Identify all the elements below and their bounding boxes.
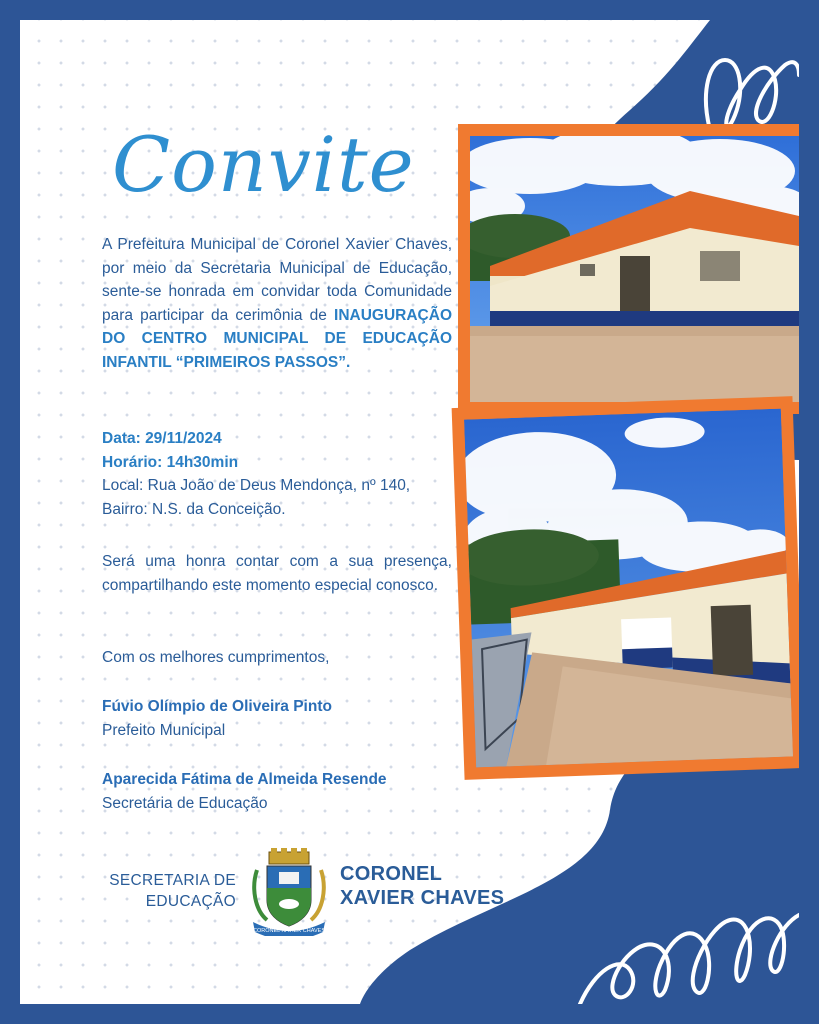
honor-paragraph: Será uma honra contar com a sua presença, compartilhando este momento especial conosco.: [102, 553, 452, 594]
coronel-xavier-chaves-logo-text: [340, 862, 504, 910]
school-building-photo-1: [470, 136, 799, 402]
event-date: Data: 29/11/2024: [102, 430, 222, 447]
intro-text: A Prefeitura Municipal de Coronel Xavier Chaves, por meio da Secretaria Municipal de Educação, sente-se honrada em convidar toda Comunidade para participar da cerimônia de: [102, 236, 452, 324]
invitation-card: [20, 20, 799, 1004]
signatory-secretary: [102, 768, 452, 815]
coat-of-arms-icon: [245, 848, 333, 936]
signatory-role: Prefeito Municipal: [102, 721, 226, 739]
event-location: Local: Rua João de Deus Mendonça, nº 140, Bairro: N.S. da Conceição.: [102, 477, 411, 518]
city-line-2: XAVIER CHAVES: [340, 887, 505, 909]
school-photo-top: [458, 124, 799, 414]
event-time: Horário: 14h30min: [102, 453, 239, 471]
school-photo-bottom: [452, 396, 799, 780]
city-line-1: CORONEL: [340, 863, 443, 885]
secretaria-line-2: EDUCAÇÃO: [145, 893, 236, 910]
signatory-name: Fúvio Olímpio de Oliveira Pinto: [102, 698, 332, 715]
crown-icon: [269, 848, 309, 864]
crest-ribbon-text: CORONEL XAVIER CHAVES: [252, 928, 326, 934]
signatory-role: Secretária de Educação: [102, 794, 268, 812]
invite-title: Convite: [112, 120, 415, 209]
school-building-photo-2: [464, 409, 793, 768]
secretaria-educacao-logo-text: [106, 870, 236, 912]
closing-line: Com os melhores cumprimentos,: [102, 649, 330, 666]
invite-intro-paragraph: [102, 233, 452, 374]
event-details: [102, 427, 452, 521]
secretaria-line-1: SECRETARIA DE: [109, 872, 236, 889]
signatory-name: Aparecida Fátima de Almeida Resende: [102, 771, 387, 788]
signatory-mayor: [102, 695, 452, 742]
event-name: INAUGURAÇÃO DO CENTRO MUNICIPAL DE EDUCAÇÃO INFANTIL “PRIMEIROS PASSOS”.: [102, 306, 452, 371]
